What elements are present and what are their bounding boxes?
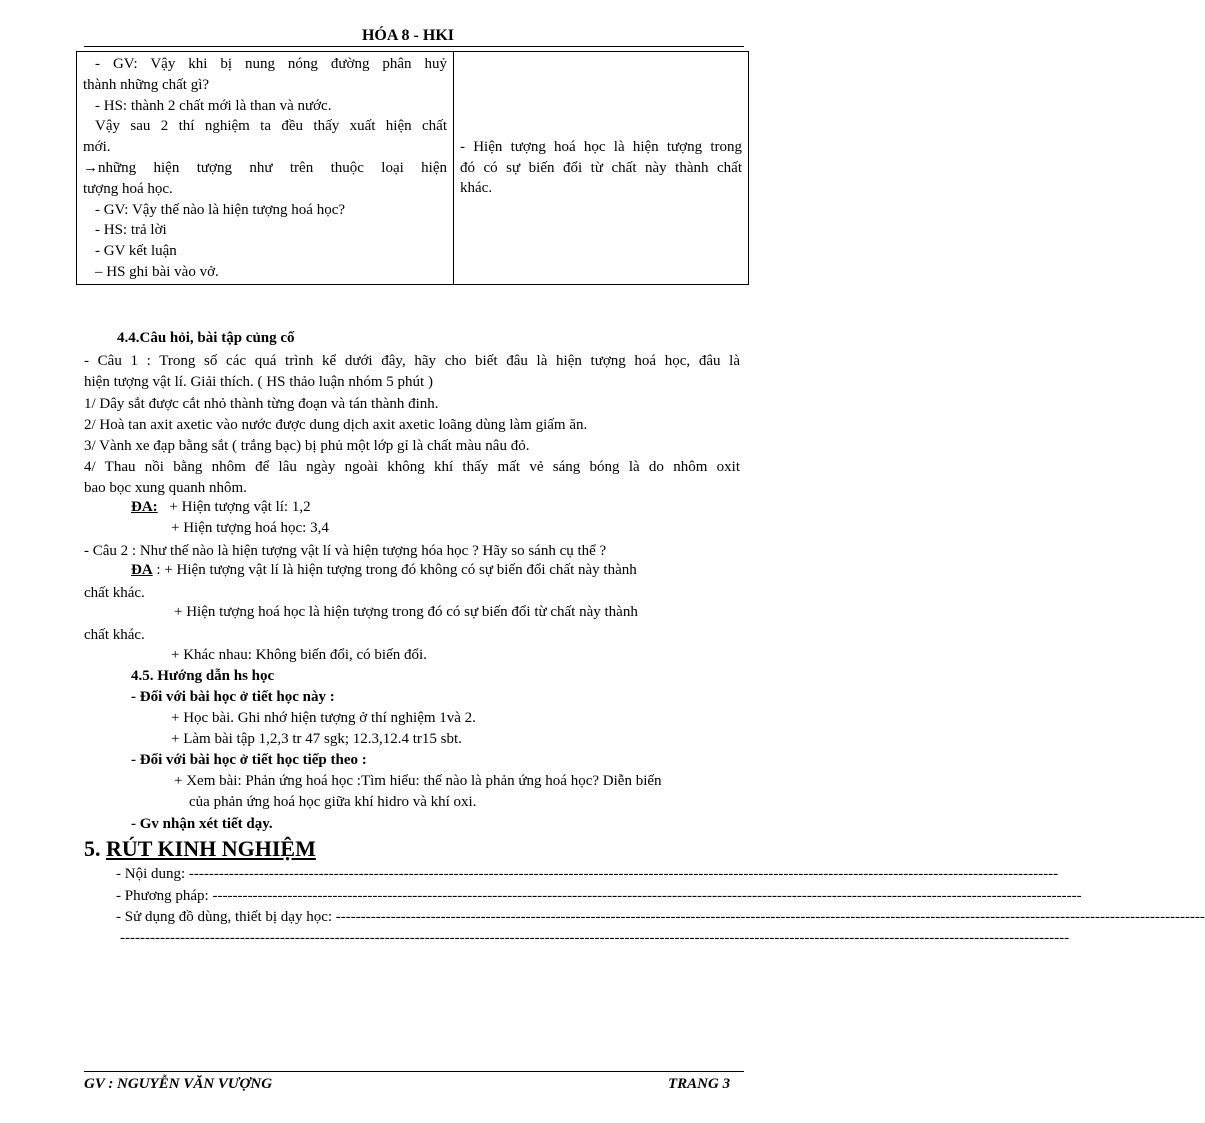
exercise-item: 3/ Vành xe đạp bằng sắt ( trắng bạc) bị phủ một lớp gỉ là chất màu nâu đỏ. (84, 438, 530, 454)
table-line: mới. (83, 139, 111, 156)
answer-text: + Hiện tượng hoá học: 3,4 (171, 520, 329, 536)
answer-2 (131, 562, 740, 579)
table-line: – HS ghi bài vào vở. (95, 263, 219, 280)
table-line: đó có sự biến đổi từ chất này thành chất (460, 159, 742, 176)
answer-label: ĐA (131, 562, 153, 578)
dash-fill: ------------------------------------------------------------------------------------------------------------------------------------------------------------------------------ (188, 866, 1059, 882)
table-line: - HS: trả lời (95, 222, 167, 239)
answer-text: + Hiện tượng hoá học là hiện tượng trong đó có sự biến đổi từ chất này thành (174, 604, 638, 620)
section-title: RÚT KINH NGHIỆM (106, 836, 316, 861)
dash-fill: ---------------------------------------------------------------------------------------------------------------------------------------------------------------------------------------------- (120, 930, 1070, 946)
table-line: Vậy sau 2 thí nghiệm ta đều thấy xuất hiện chất (95, 118, 447, 135)
review-extra-line (120, 930, 1070, 947)
table-line: - Hiện tượng hoá học là hiện tượng trong (460, 138, 742, 155)
review-method-line (116, 888, 1082, 905)
answer-text: chất khác. (84, 585, 145, 601)
table-line: →những hiện tượng như trên thuộc loại hiện (83, 159, 447, 176)
table-line: thành những chất gì? (83, 76, 210, 93)
answer-1 (131, 499, 311, 516)
guidance-item: + Xem bài: Phản ứng hoá học :Tìm hiểu: thế nào là phản ứng hoá học? Diễn biến (174, 773, 662, 789)
header-rule (84, 46, 744, 47)
answer-text: + Hiện tượng vật lí: 1,2 (169, 499, 311, 515)
lesson-content-cell (454, 52, 749, 285)
answer-label: ĐA: (131, 499, 158, 515)
exercise-item: 2/ Hoà tan axit axetic vào nước được dung dịch axit axetic loãng dùng làm giấm ăn. (84, 417, 588, 433)
guidance-subheading: - Gv nhận xét tiết dạy. (131, 816, 273, 832)
dash-fill: ------------------------------------------------------------------------------------------------------------------------------------------------------------------------------ (212, 888, 1082, 904)
section-4-5-heading: 4.5. Hướng dẫn hs học (131, 668, 275, 684)
section-5-heading (84, 836, 316, 862)
guidance-item: của phản ứng hoá học giữa khí hidro và khí oxi. (189, 794, 477, 810)
review-label: - Nội dung: (116, 866, 189, 882)
question-1-line: - Câu 1 : Trong số các quá trình kể dưới đây, hãy cho biết đâu là hiện tượng hoá học, đâu là (84, 353, 740, 369)
table-line: - GV: Vậy khi bị nung nóng đường phân huỷ (95, 56, 447, 72)
answer-text: chất khác. (84, 627, 145, 643)
teacher-student-activities-cell (77, 52, 454, 285)
review-equipment-line (116, 909, 1205, 926)
review-label: - Phương pháp: (116, 888, 213, 904)
guidance-item: + Học bài. Ghi nhớ hiện tượng ở thí nghiệm 1và 2. (171, 710, 476, 726)
guidance-item: + Làm bài tập 1,2,3 tr 47 sgk; 12.3,12.4 tr15 sbt. (171, 731, 462, 747)
answer-text: + Khác nhau: Không biến đổi, có biến đổi. (171, 647, 427, 663)
table-line: tượng hoá học. (83, 180, 173, 197)
exercise-item: 4/ Thau nồi bằng nhôm để lâu ngày ngoài không khí thấy mất vẻ sáng bóng là do nhôm oxit (84, 459, 740, 475)
footer-teacher-name: GV : NGUYỄN VĂN VƯỢNG (84, 1076, 273, 1092)
answer-text: : + Hiện tượng vật lí là hiện tượng trong đó không có sự biến đổi chất này thành (152, 562, 637, 578)
section-number: 5. (84, 836, 106, 861)
footer-page-number: TRANG 3 (668, 1076, 731, 1092)
table-line: khác. (460, 180, 493, 197)
footer-rule (84, 1071, 744, 1072)
guidance-subheading: - Đối với bài học ở tiết học này : (131, 689, 335, 705)
question-1-line: hiện tượng vật lí. Giải thích. ( HS thảo luận nhóm 5 phút ) (84, 374, 433, 390)
exercise-item: 1/ Dây sắt được cắt nhỏ thành từng đoạn và tán thành đinh. (84, 396, 439, 412)
review-label: - Sử dụng đồ dùng, thiết bị dạy học: (116, 909, 336, 925)
guidance-subheading: - Đối với bài học ở tiết học tiếp theo : (131, 752, 367, 768)
table-line: - GV: Vậy thế nào là hiện tượng hoá học? (95, 201, 346, 218)
exercise-item: bao bọc xung quanh nhôm. (84, 480, 247, 496)
page-header-title: HÓA 8 - HKI (361, 27, 454, 44)
table-line: - GV kết luận (95, 243, 177, 260)
lesson-table (76, 51, 749, 285)
dash-fill: ------------------------------------------------------------------------------------------------------------------------------------------------------------------------------ (335, 909, 1205, 925)
review-content-line (116, 866, 1059, 883)
question-2-line: - Câu 2 : Như thế nào là hiện tượng vật lí và hiện tượng hóa học ? Hãy so sánh cụ thể ? (84, 543, 607, 559)
table-line: - HS: thành 2 chất mới là than và nước. (95, 97, 332, 114)
section-4-4-heading: 4.4.Câu hỏi, bài tập củng cố (117, 330, 295, 346)
